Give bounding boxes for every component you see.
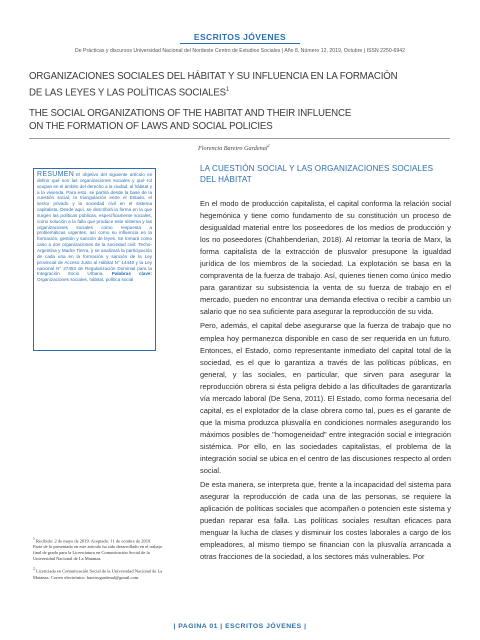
journal-name: ESCRITOS JÓVENES	[180, 32, 300, 44]
keywords-text: Organizaciones sociales, hábitat, política social	[37, 277, 134, 283]
abstract-body: El objetivo del siguiente artículo es definir qué son las organizaciones sociales y qué rol ocupan en el ámbito del derecho a la ciudad, al hábitat y a la vivienda. Para esto, se partirá desde la base de la cuestión social, la triangulación entre el Estado, el sector privado y la sociedad civil en el sistema capitalista. Desde aquí, se describirá la forma en la que surgen las políticas públicas, específicamente sociales, como solución a la falla que produce este sistema y las organizaciones sociales como respuesta a problemáticas urgentes, así como su influencia en la formación, gestión y sanción de leyes. Se tomará como caso a dos organizaciones de la sociedad civil: Techo-Argentina y Madre Tierra, y se analizará la participación de cada una en la formación y sanción de la Ley provincial de Acceso Justo al Hábitat N° 14449 y la Ley nacional N° 27453 de Regularización Dominial para la Integración Socio Urbana.	[37, 172, 152, 277]
article-title-spanish	[29, 71, 401, 99]
body-paragraph: Pero, además, el capital debe asegurarse que la fuerza de trabajo que no emplea hoy permanezca disponible en caso de ser requerida en un futuro. Entonces, el Estado, como representante inmediato del capital total de la sociedad, es el que lo garantiza a través de las políticas públicas, en general, y las sociales, en particular, que sirven para asegurar la reproducción obrera si ésta peligra debido a las dificultades de garantizarla vía mercado laboral (De Sena, 2011). El Estado, como forma necesaria del capital, es el explotador de la clase obrera como tal, pues es el garante de que la misma produzca plusvalía en condiciones normales asegurando los máximos posibles de "homogeneidad" entre integración social e integración sistémica. Por ello, en las sociedades capitalistas, el problema de la integración social se ubica en el centro de las discusiones respecto al orden social.	[200, 321, 451, 476]
article-body	[200, 198, 451, 618]
body-paragraph: En el modo de producción capitalista, el capital conforma la relación social hegemónica y tiene como fundamento de su constitución un proceso de desigualdad material entre los poseedores de los medios de producción y los no poseedores (Chahbenderian, 2018). Al retomar la teoría de Marx, la forma capitalista de la extracción de plusvalor presupone la igualdad jurídica de los miembros de la sociedad. La explotación se basa en la compraventa de la fuerza de trabajo. Así, quienes tienen como único medio para garantizar su subsistencia la venta de su fuerza de trabajo en el mercado, pueden no encontrar una demanda efectiva o recibir a cambio un salario que no sea suficiente para asegurar la reproducción de su vida.	[200, 199, 451, 317]
title-english-line-2: ON THE FORMATION OF LAWS AND SOCIAL POLICIES	[29, 120, 273, 132]
title-spanish-line-2-text: DE LAS LEYES Y LAS POLÍTICAS SOCIALES	[29, 86, 226, 98]
title-spanish-line-2	[29, 84, 401, 100]
footnote-1	[33, 537, 163, 562]
title-divider	[29, 138, 450, 139]
journal-header	[0, 27, 480, 54]
author-footnote-ref[interactable]: 2	[267, 143, 270, 148]
footnote-2-ref: 2	[33, 567, 35, 572]
section-heading: LA CUESTIÓN SOCIAL Y LAS ORGANIZACIONES SOCIALES DEL HÁBITAT	[200, 164, 434, 184]
abstract-text-block	[37, 172, 152, 283]
footnote-1-continuation: Parte de lo presentado en este artículo ha sido desarrollado en el trabajo final de grado para la Licenciatura en Comunicación Social de la Universidad Nacional de La Matanza.	[33, 544, 162, 562]
author-line	[198, 143, 270, 152]
author-name: Florencia Bareiro Gardenal	[198, 145, 268, 153]
body-paragraph: De esta manera, se interpreta que, frente a la incapacidad del sistema para asegurar la reproducción de cada una de las personas, se requiere la aplicación de políticas sociales que acompañen o potencien este sistema y puedan reparar esa falla. Las políticas sociales resultan eficaces para menguar la lucha de clases y disminuir los costes laborales a cargo de los empleadores, al mismo tiempo se financian con la plusvalía arrancada a otras fracciones de la sociedad, a los sectores más vulnerables. Por	[200, 480, 451, 562]
abstract-heading: RESUMEN	[37, 171, 75, 178]
title-footnote-ref[interactable]: 1	[225, 86, 229, 93]
footnotes	[33, 537, 163, 585]
journal-subtitle: De Prácticas y discursos Universidad Nacional del Nordeste Centro de Estudios Sociales | Año 8, Número 12, 2019, Octubre | ISSN 2250-6942	[74, 48, 405, 54]
footnote-1-ref: 1	[33, 537, 35, 541]
footnote-2	[33, 567, 163, 580]
page-footer: | PAGINA 01 | ESCRITOS JÓVENES |	[173, 623, 307, 630]
title-spanish-line-1: ORGANIZACIONES SOCIALES DEL HÁBITAT Y SU INFLUENCIA EN LA FORMACIÓN	[29, 71, 398, 82]
title-english-line-1: THE SOCIAL ORGANIZATIONS OF THE HABITAT AND THEIR INFLUENCE	[29, 108, 352, 119]
article-title-english	[29, 108, 401, 133]
keywords-label: Palabras clave:	[111, 271, 152, 277]
abstract-box	[33, 168, 156, 351]
footnote-1-text: Recibido: 2 de mayo de 2019. Aceptado: 11 de octubre de 2019.	[35, 538, 152, 544]
footnote-2-text: Licenciada en Comunicación Social de la Universidad Nacional de La Matanza. Correo electrónico: bareirogardenal@gmail.com.	[33, 568, 163, 580]
